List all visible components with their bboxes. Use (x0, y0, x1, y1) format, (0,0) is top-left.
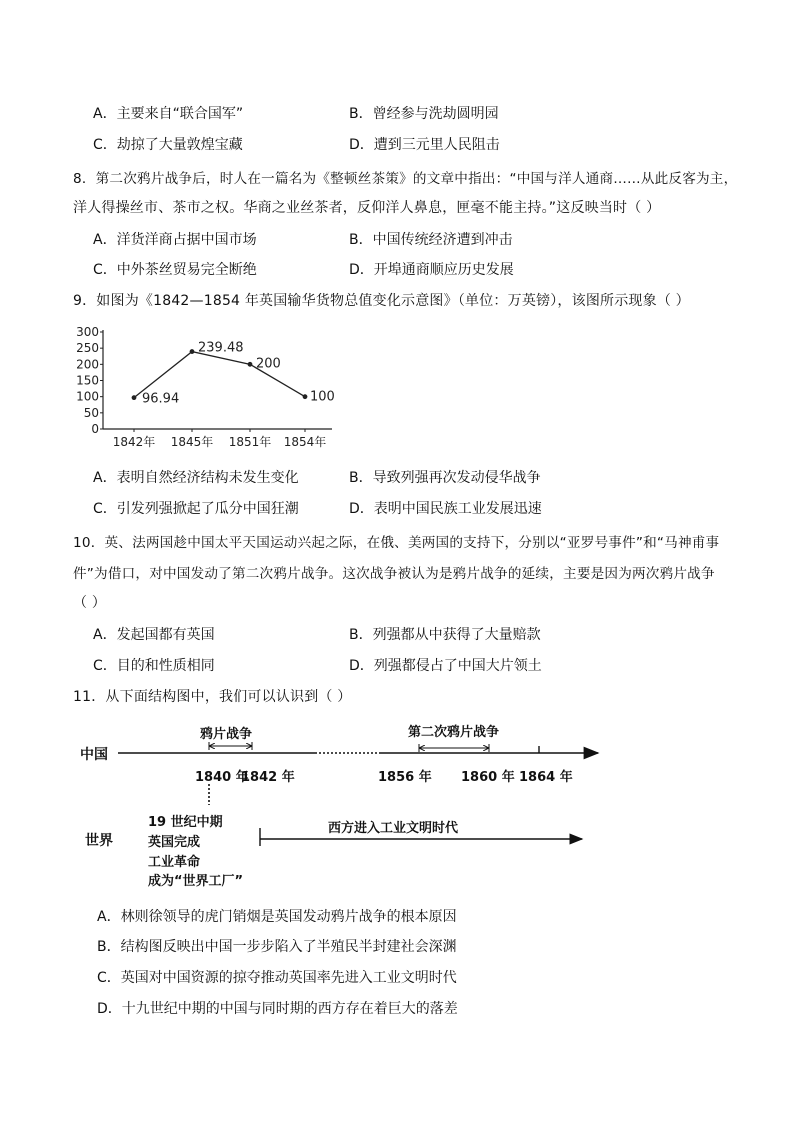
year-1864: 1864 年 (519, 770, 573, 785)
q10-stem-line1: 10．英、法两国趁中国太平天国运动兴起之际，在俄、美两国的支持下，分别以“亚罗号事件”和“马神甫事 (73, 535, 720, 551)
britain-line4: 成为“世界工厂” (148, 874, 244, 889)
britain-line1: 19 世纪中期 (148, 815, 223, 830)
q10-option-b: B．列强都从中获得了大量赔款 (349, 627, 541, 643)
chart-y-tick-label: 0 (91, 422, 99, 436)
chart-x-tick-label: 1842年 (112, 435, 156, 449)
britain-line2: 英国完成 (148, 835, 201, 850)
q9-option-a: A．表明自然经济结构未发生变化 (93, 470, 299, 486)
q11-option-a: A．林则徐领导的虎门销烟是英国发动鸦片战争的根本原因 (97, 909, 457, 925)
q8-option-c: C．中外茶丝贸易完全断绝 (93, 262, 257, 278)
chart-y-tick-label: 250 (76, 341, 99, 356)
q8-option-b: B．中国传统经济遭到冲击 (349, 232, 513, 248)
world-label: 世界 (85, 833, 113, 849)
q8-stem-line2: 洋人得操丝市、茶市之权。华商之业丝茶者，反仰洋人鼻息，匣毫不能主持。”这反映当时（ ） (73, 200, 661, 216)
q9-option-d: D．表明中国民族工业发展迅速 (349, 501, 542, 517)
year-1856: 1856 年 (378, 770, 432, 785)
chart-x-tick-label: 1845年 (170, 435, 214, 449)
china-label: 中国 (80, 747, 108, 763)
q11-stem: 11．从下面结构图中，我们可以认识到（ ） (73, 689, 352, 705)
year-1860: 1860 年 (461, 770, 515, 785)
q11-option-d: D．十九世纪中期的中国与同时期的西方存在着巨大的落差 (97, 1001, 458, 1017)
q7-option-a: A．主要来自“联合国军” (93, 106, 244, 122)
q11-option-c: C．英国对中国资源的掠夺推动英国率先进入工业文明时代 (97, 970, 457, 986)
q8-option-a: A．洋货洋商占据中国市场 (93, 232, 257, 248)
britain-line3: 工业革命 (148, 855, 201, 870)
west-label: 西方进入工业文明时代 (328, 821, 459, 836)
chart-data-label: 96.94 (142, 391, 180, 407)
q10-option-a: A．发起国都有英国 (93, 627, 215, 643)
chart-data-label: 100 (310, 389, 335, 405)
q8-option-d: D．开埠通商顺应历史发展 (349, 262, 514, 278)
year-1840: 1840 年 (195, 770, 249, 785)
chart-y-tick-label: 300 (76, 325, 99, 339)
chart-y-tick-label: 100 (76, 389, 99, 404)
q11-option-b: B．结构图反映出中国一步步陷入了半殖民半封建社会深渊 (97, 939, 457, 955)
q10-stem-line3: （ ） (73, 595, 107, 611)
q9-stem: 9．如图为《1842—1854 年英国输华货物总值变化示意图》（单位：万英镑），该图所示现象（ ） (73, 293, 690, 309)
year-1842: 1842 年 (241, 770, 295, 785)
q8-stem-line1: 8．第二次鸦片战争后，时人在一篇名为《整顿丝茶策》的文章中指出：“中国与洋人通商……从此反客为主， (73, 171, 738, 187)
q7-option-c: C．劫掠了大量敦煌宝藏 (93, 137, 243, 153)
war2-label: 第二次鸦片战争 (408, 725, 500, 740)
q10-option-d: D．列强都侵占了中国大片领土 (349, 658, 542, 674)
q7-option-b: B．曾经参与洗劫圆明园 (349, 106, 499, 122)
chart-y-tick-label: 200 (76, 357, 99, 372)
q9-option-b: B．导致列强再次发动侵华战争 (349, 470, 541, 486)
q9-option-c: C．引发列强掀起了瓜分中国狂潮 (93, 501, 299, 517)
chart-data-label: 200 (256, 356, 281, 372)
chart-x-tick-label: 1851年 (228, 435, 272, 449)
war1-label: 鸦片战争 (200, 727, 253, 742)
chart-data-label: 239.48 (198, 340, 244, 356)
chart-x-tick-label: 1854年 (283, 435, 327, 449)
chart-y-tick-label: 150 (76, 373, 99, 388)
q10-stem-line2: 件”为借口，对中国发动了第二次鸦片战争。这次战争被认为是鸦片战争的延续，主要是因为两次鸦片战争 (73, 566, 715, 582)
q10-option-c: C．目的和性质相同 (93, 658, 215, 674)
q7-option-d: D．遭到三元里人民阻击 (349, 137, 500, 153)
chart-y-tick-label: 50 (83, 405, 99, 420)
